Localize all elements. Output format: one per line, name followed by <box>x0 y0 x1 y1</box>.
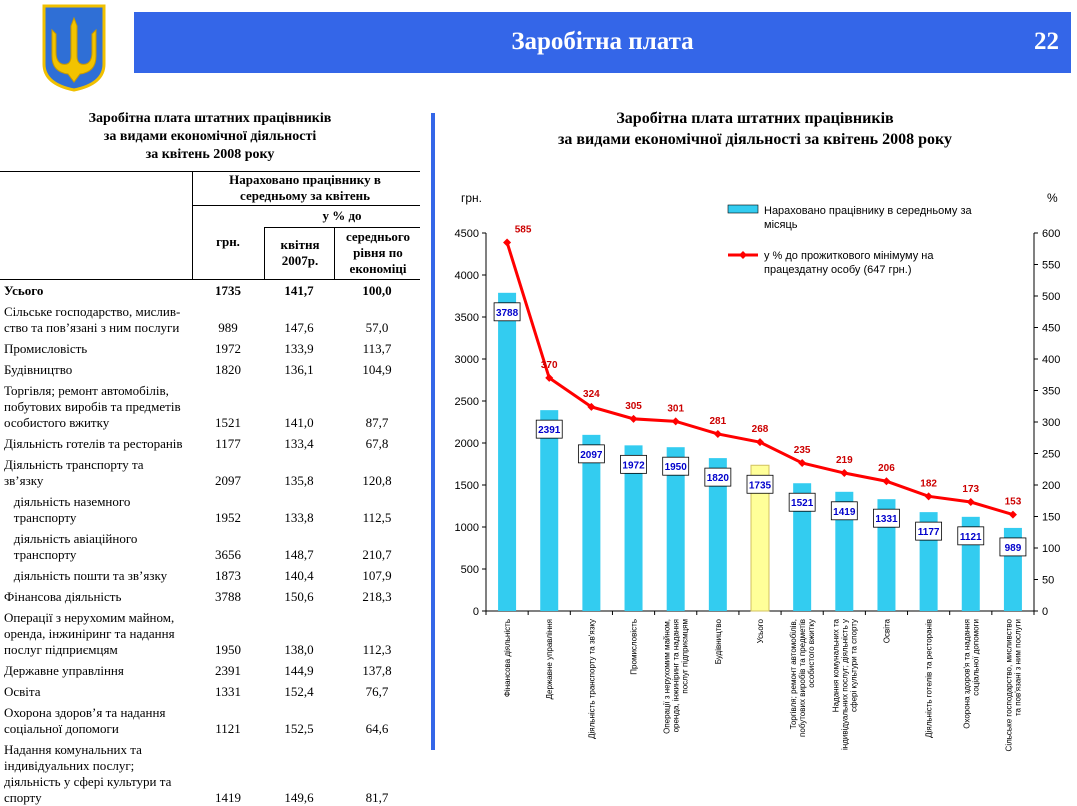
legend-line-label: працездатну особу (647 грн.) <box>764 264 912 276</box>
y-right-tick-label: 600 <box>1042 228 1061 240</box>
row-value-pct-avg: 112,5 <box>362 510 392 525</box>
row-value-pct-avg: 57,0 <box>365 320 389 335</box>
table-row <box>0 383 420 431</box>
row-label: Діяльність транспорту та зв’язку <box>4 457 144 488</box>
y-right-unit-label: % <box>1047 191 1058 205</box>
y-right-tick-label: 400 <box>1042 354 1061 366</box>
row-label: Діяльність готелів та ресторанів <box>4 436 183 451</box>
y-right-tick-label: 450 <box>1042 322 1061 335</box>
legend-line-label: у % до прожиткового мінімуму на <box>764 250 934 262</box>
y-left-unit-label: грн. <box>461 191 483 205</box>
line-value-label: 182 <box>920 478 937 490</box>
table-header-bottom-rule <box>0 279 420 280</box>
table-row <box>0 705 420 737</box>
table-row <box>0 362 420 378</box>
page-number: 22 <box>1034 28 1059 55</box>
legend-line-marker <box>739 251 747 259</box>
x-category-label: Сільське господарство, мисливство <box>1004 619 1014 752</box>
y-left-tick-label: 3500 <box>454 312 479 324</box>
bar-value-label: 989 <box>1004 542 1022 554</box>
row-value-pct-2007: 133,9 <box>284 341 314 356</box>
line-point <box>503 238 511 246</box>
row-value-pct-2007: 135,8 <box>284 473 314 488</box>
vertical-divider <box>431 113 435 750</box>
x-category-label: особистого вжитку <box>807 619 817 688</box>
row-label: Промисловість <box>4 341 88 356</box>
row-value-uah: 2391 <box>215 663 241 678</box>
table-header-vrule-1 <box>192 171 193 279</box>
row-value-pct-2007: 150,6 <box>284 589 314 604</box>
y-left-tick-label: 500 <box>460 564 479 576</box>
row-value-uah: 1521 <box>215 415 241 430</box>
bar-value-label: 1950 <box>664 462 687 474</box>
x-category-label: Охорона здоров'я та надання <box>962 619 972 729</box>
row-value-pct-2007: 152,5 <box>284 721 314 736</box>
bar-value-label: 1331 <box>875 514 898 526</box>
row-value-uah: 1952 <box>215 510 241 525</box>
x-category-label: соціальної допомоги <box>971 619 981 696</box>
line-value-label: 305 <box>625 400 642 412</box>
row-label: Освіта <box>4 684 41 699</box>
y-left-tick-label: 1000 <box>454 522 479 534</box>
row-value-pct-avg: 64,6 <box>365 721 389 736</box>
line-value-label: 173 <box>962 484 980 496</box>
row-value-pct-2007: 136,1 <box>284 362 314 377</box>
row-label: Охорона здоров’я та надання соціальної допомоги <box>4 705 166 736</box>
x-category-label: Діяльність готелів та ресторанів <box>924 619 934 738</box>
row-value-pct-avg: 81,7 <box>365 790 389 805</box>
row-value-pct-2007: 138,0 <box>284 642 314 657</box>
table-row <box>0 568 420 584</box>
y-left-tick-label: 4000 <box>454 270 479 282</box>
page-title: Заробітна плата <box>511 28 694 55</box>
y-left-tick-label: 1500 <box>454 480 479 492</box>
row-value-pct-avg: 218,3 <box>362 589 392 604</box>
table-header-rule-2 <box>264 227 420 228</box>
row-value-pct-2007: 133,4 <box>284 436 314 451</box>
x-category-label: Фінансова діяльність <box>503 619 513 698</box>
col-header-uah: грн. <box>216 234 240 249</box>
col-group-header: Нараховано працівнику в середньому за квітень <box>229 172 381 203</box>
line-point <box>1009 511 1017 519</box>
row-value-uah: 1419 <box>215 790 241 805</box>
table-row <box>0 341 420 357</box>
row-value-pct-2007: 149,6 <box>284 790 314 805</box>
row-value-pct-avg: 87,7 <box>365 415 389 430</box>
row-value-pct-2007: 144,9 <box>284 663 314 678</box>
row-label: Торгівля; ремонт автомобілів, побутових виробів та предметів особистого вжитку <box>4 383 181 430</box>
table-header-vrule-3 <box>334 227 335 279</box>
y-right-tick-label: 350 <box>1042 385 1061 398</box>
line-point <box>925 492 933 500</box>
row-value-uah: 1331 <box>215 684 241 699</box>
y-right-tick-label: 550 <box>1042 259 1061 272</box>
table-row <box>0 684 420 700</box>
line-point <box>714 430 722 438</box>
x-category-label: сфері культури та спорту <box>849 619 859 712</box>
table-row <box>0 304 420 336</box>
table-row <box>0 494 420 526</box>
bar-value-label: 2391 <box>538 425 561 437</box>
legend-bar-label: місяць <box>764 219 798 231</box>
row-value-pct-2007: 147,6 <box>284 320 314 335</box>
y-right-tick-label: 300 <box>1042 417 1061 429</box>
line-point <box>840 469 848 477</box>
row-value-pct-2007: 141,0 <box>284 415 314 430</box>
row-value-pct-2007: 148,7 <box>284 547 314 562</box>
x-category-label: Надання комунальних та <box>831 619 841 713</box>
y-right-tick-label: 150 <box>1042 511 1061 524</box>
x-category-label: Операції з нерухомим майном, <box>662 619 672 734</box>
table-row <box>0 663 420 679</box>
row-value-pct-avg: 137,8 <box>362 663 392 678</box>
bar-value-label: 1735 <box>748 480 772 492</box>
col-header-pct-avg: середнього рівня по економіці <box>345 229 411 276</box>
row-value-pct-avg: 104,9 <box>362 362 392 377</box>
row-label: діяльність пошти та зв’язку <box>4 568 168 583</box>
row-value-uah: 2097 <box>215 473 241 488</box>
line-value-label: 219 <box>835 455 853 467</box>
row-value-uah: 3656 <box>215 547 241 562</box>
bar-value-label: 1972 <box>622 460 645 472</box>
header-bar <box>134 12 1071 73</box>
line-value-label: 324 <box>583 388 600 400</box>
row-label: Операції з нерухомим майном, орендa, інжиніринг та надання послуг підприємцям <box>4 610 175 657</box>
y-left-tick-label: 2500 <box>454 396 479 408</box>
row-label: Сільське господарство, мислив- ство та пов’язані з ним послуги <box>4 304 181 335</box>
row-value-uah: 3788 <box>215 589 241 604</box>
line-value-label: 235 <box>793 444 811 456</box>
row-label: Будівництво <box>4 362 73 377</box>
y-left-tick-label: 4500 <box>454 228 479 240</box>
bar-value-label: 2097 <box>580 449 603 461</box>
x-category-label: послуг підприємцям <box>680 619 690 694</box>
x-category-label: Усього <box>756 619 765 644</box>
x-category-label: Будівництво <box>713 619 723 665</box>
row-value-uah: 1950 <box>215 642 241 657</box>
x-category-label: Освіта <box>882 619 892 644</box>
row-value-pct-avg: 76,7 <box>365 684 389 699</box>
y-right-tick-label: 0 <box>1042 606 1049 618</box>
y-right-tick-label: 250 <box>1042 448 1061 461</box>
table-header-rule-1 <box>192 205 420 206</box>
x-category-label: побутових виробів та предметів <box>798 619 808 737</box>
row-value-pct-avg: 112,3 <box>362 642 392 657</box>
row-value-uah: 1177 <box>215 436 241 451</box>
row-value-pct-2007: 140,4 <box>284 568 314 583</box>
bar-value-label: 1820 <box>706 473 729 485</box>
table-row <box>0 589 420 605</box>
row-value-uah: 1820 <box>215 362 241 377</box>
table-title: Заробітна плата штатних працівників за видами економічної діяльності за квітень 2008 року <box>88 111 332 162</box>
coat-of-arms-icon <box>42 4 106 92</box>
y-right-tick-label: 100 <box>1042 543 1061 555</box>
row-value-pct-avg: 67,8 <box>365 436 389 451</box>
row-label: Державне управління <box>4 663 124 678</box>
bar-value-label: 1177 <box>917 527 940 539</box>
col-header-pct-2007: квітня 2007р. <box>280 237 320 268</box>
row-label: Фінансова діяльність <box>4 589 122 604</box>
bar <box>498 293 516 611</box>
line-value-label: 281 <box>709 415 727 427</box>
row-value-pct-avg: 120,8 <box>362 473 392 488</box>
row-label: діяльність наземного транспорту <box>4 494 131 525</box>
bar-value-label: 3788 <box>495 307 519 319</box>
bar-value-label: 1121 <box>959 531 982 543</box>
line-value-label: 370 <box>540 359 558 371</box>
y-left-tick-label: 0 <box>472 606 479 618</box>
row-value-uah: 1735 <box>215 283 241 298</box>
row-value-uah: 989 <box>218 320 238 335</box>
table-row <box>0 531 420 563</box>
row-value-uah: 1972 <box>215 341 241 356</box>
y-right-tick-label: 50 <box>1042 574 1055 587</box>
row-label: Надання комунальних та індивідуальних послуг; діяльність у сфері культури та спорту <box>4 742 172 805</box>
line-point <box>630 415 638 423</box>
bar-value-label: 1419 <box>833 506 856 518</box>
x-category-label: Торгівля; ремонт автомобілів, <box>789 619 799 730</box>
y-right-tick-label: 200 <box>1042 480 1061 492</box>
table-row <box>0 436 420 452</box>
line-point <box>967 498 975 506</box>
line-point <box>882 477 890 485</box>
x-category-label: Державне управління <box>545 619 555 700</box>
x-category-label: індивідуальних послуг; діяльність у <box>840 619 850 751</box>
row-value-uah: 1121 <box>215 721 241 736</box>
x-category-label: Діяльність транспорту та зв'язку <box>587 619 597 739</box>
row-label: діяльність авіаційного транспорту <box>4 531 138 562</box>
bar <box>540 410 558 611</box>
salary-chart <box>440 180 1070 752</box>
line-value-label: 268 <box>751 424 769 436</box>
line-value-label: 153 <box>1004 496 1022 508</box>
row-value-pct-2007: 133,8 <box>284 510 314 525</box>
row-value-pct-avg: 210,7 <box>362 547 392 562</box>
col-pct-group-header: у % до <box>322 208 362 223</box>
line-value-label: 206 <box>878 463 895 475</box>
row-value-uah: 1873 <box>215 568 241 583</box>
chart-title: Заробітна плата штатних працівників за видами економічної діяльності за квітень 2008 року <box>557 110 953 148</box>
legend-bar-label: Нараховано працівнику в середньому за <box>764 205 972 217</box>
row-value-pct-avg: 107,9 <box>362 568 392 583</box>
table-header-vrule-2 <box>264 227 265 279</box>
y-left-tick-label: 3000 <box>454 354 479 366</box>
line-value-label: 585 <box>514 224 532 236</box>
table-row <box>0 283 420 299</box>
y-left-tick-label: 2000 <box>454 438 479 450</box>
x-category-label: оренда, інжиніринг та надання <box>671 619 681 733</box>
y-right-tick-label: 500 <box>1042 291 1061 303</box>
legend-bar-swatch <box>728 205 758 213</box>
row-value-pct-avg: 100,0 <box>362 283 392 298</box>
table-row <box>0 610 420 658</box>
row-label: Усього <box>4 283 44 298</box>
row-value-pct-avg: 113,7 <box>362 341 392 356</box>
table-row <box>0 742 420 806</box>
line-point <box>672 417 680 425</box>
table-row <box>0 457 420 489</box>
row-value-pct-2007: 152,4 <box>284 684 314 699</box>
x-category-label: та пов'язані з ним послуги <box>1013 619 1023 717</box>
x-category-label: Промисловість <box>629 619 639 675</box>
line-value-label: 301 <box>667 403 685 415</box>
row-value-pct-2007: 141,7 <box>284 283 314 298</box>
bar-value-label: 1521 <box>791 498 814 510</box>
